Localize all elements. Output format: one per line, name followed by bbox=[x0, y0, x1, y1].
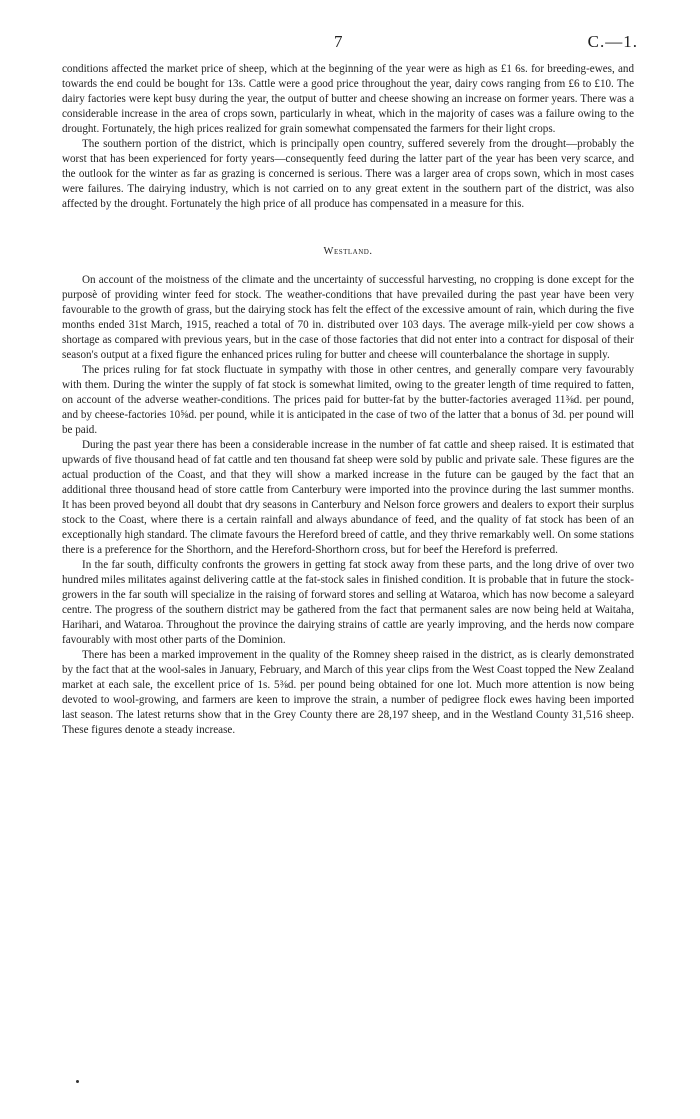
paragraph: During the past year there has been a considerable increase in the number of fat cattle and sheep raised. It is estimated that upwards of five thousand head of fat cattle and ten thousand fat sheep were sold by public and private sale. These figures are the actual production of the Coast, and that they will show a marked increase in the future can be gauged by the fact that an additional three thousand head of store cattle from Canterbury were imported into the province during the last summer months. It has been proved beyond all doubt that dry seasons in Canterbury and Nelson force growers and dealers to export their surplus stock to the Coast, where there is a certain rainfall and always abundance of feed, and the quality of fat stock has been of an exceptionally high standard. The climate favours the Hereford breed of cattle, and they thrive remarkably well. On some stations there is a preference for the Shorthorn, and the Hereford-Shorthorn cross, but for beef the Hereford is preferred. bbox=[62, 439, 634, 556]
paragraph: There has been a marked improvement in the quality of the Romney sheep raised in the district, as is clearly demonstrated by the fact that at the wool-sales in January, February, and March of this year clips from the West Coast topped the New Zealand market at each sale, the excellent price of 1s. 5⅜d. per pound being obtained for one lot. Much more attention is now being devoted to wool-growing, and farmers are keen to improve the strain, a number of pedigree flock ewes having been imported last season. The latest returns show that in the Grey County there are 28,197 sheep, and in the Westland County 31,516 sheep. These figures denote a steady increase. bbox=[62, 649, 634, 736]
document-reference: C.—1. bbox=[587, 32, 638, 51]
paragraph: conditions affected the market price of sheep, which at the beginning of the year were as high as £1 6s. for breeding-ewes, and towards the end could be bought for 13s. Cattle were a good price throughout the year, dairy cows ranging from £6 to £10. The dairy factories were kept busy during the year, the output of butter and cheese showing an increase on former years. There was a considerable increase in the area of crops sown, particularly in wheat, which in the majority of cases was a failure owing to the drought. Fortunately, the high prices realized for grain somewhat compensated the farmers for their light crops. bbox=[62, 63, 634, 135]
paragraph: The prices ruling for fat stock fluctuate in sympathy with those in other centres, and generally compare very favourably with them. During the winter the supply of fat stock is somewhat limited, owing to the greater length of time required to fatten, on account of the adverse weather-conditions. The prices paid for butter-fat by the butter-factories averaged 11⅜d. per pound, and by cheese-factories 10⅝d. per pound, while it is anticipated in the case of two of the latter that a bonus of 3d. per pound will be paid. bbox=[62, 364, 634, 436]
paragraph: On account of the moistness of the climate and the uncertainty of successful harvesting, no cropping is done except for the purposè of providing winter feed for stock. The weather-conditions that have prevailed during the past year have been very favourable to the growth of grass, but the dairying stock has felt the effect of the excessive amount of rain, which during the five months ended 31st March, 1915, reached a total of 70 in. distributed over 103 days. The average milk-yield per cow shows a shortage as compared with previous years, but in the case of those factories that did not enter into a contract for disposal of their season's output at a fixed figure the enhanced prices ruling for butter and cheese will counterbalance the shortage in supply. bbox=[62, 274, 634, 361]
body-text-westland bbox=[62, 273, 634, 738]
body-text-top bbox=[62, 62, 634, 212]
stray-mark bbox=[76, 1080, 79, 1083]
paragraph: The southern portion of the district, which is principally open country, suffered severely from the drought—probably the worst that has been experienced for forty years—consequently feed during the latter part of the year has been very scarce, and the outlook for the winter as far as grazing is concerned is serious. There was a larger area of crops sown, which in most cases were failures. The dairying industry, which is not carried on to any great extent in the southern part of the district, was also affected by the drought. Fortunately the high price of all produce has compensated in a measure for this. bbox=[62, 138, 634, 210]
document-page bbox=[62, 32, 638, 738]
paragraph: In the far south, difficulty confronts the growers in getting fat stock away from these parts, and the long drive of over two hundred miles militates against delivering cattle at the fat-stock sales in finished condition. It is probable that in future the stock-growers in the far south will specialize in the raising of forward stores and selling at Wataroa, which has now become a saleyard centre. The progress of the southern district may be gathered from the fact that permanent sales are now being held at Waitaha, Harihari, and Wataroa. Throughout the province the dairying strains of cattle are yearly improving, and the herds now compare favourably with most other parts of the Dominion. bbox=[62, 559, 634, 646]
page-header bbox=[62, 32, 638, 62]
page-number: 7 bbox=[334, 32, 343, 51]
section-heading-westland: Westland. bbox=[323, 246, 373, 257]
